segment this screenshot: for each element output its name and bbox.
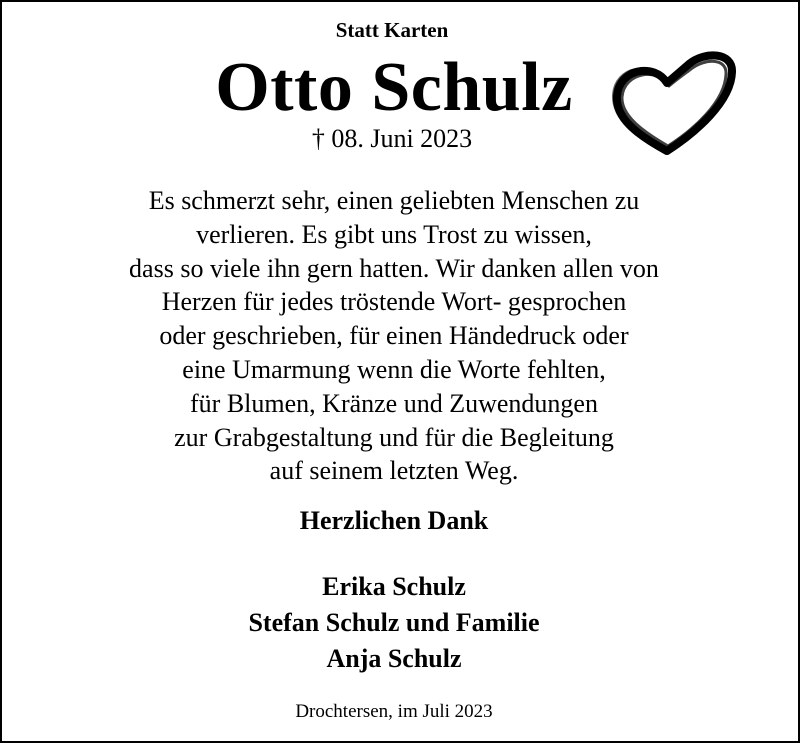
message-line: verlieren. Es gibt uns Trost zu wissen, <box>196 219 592 249</box>
message-line: auf seinem letzten Weg. <box>269 456 519 486</box>
signature-name: Anja Schulz <box>326 644 462 673</box>
place-date-footer: Drochtersen, im Juli 2023 <box>295 701 493 722</box>
message-line: Es schmerzt sehr, einen geliebten Menschen zu <box>148 186 640 215</box>
deceased-name: Otto Schulz <box>215 49 573 126</box>
message-line: oder geschrieben, für einen Händedruck oder <box>159 321 629 351</box>
message-body <box>0 184 792 488</box>
signatures <box>0 569 792 677</box>
heart-icon <box>607 50 739 158</box>
header-text: Statt Karten <box>335 18 449 42</box>
thanks-text: Herzlichen Dank <box>299 506 489 535</box>
signature-name: Erika Schulz <box>322 572 466 601</box>
message-line: eine Umarmung wenn die Worte fehlten, <box>182 354 606 384</box>
signature-name: Stefan Schulz und Familie <box>248 608 540 637</box>
death-date: † 08. Juni 2023 <box>311 124 473 153</box>
message-line: zur Grabgestaltung und für die Begleitung <box>174 422 614 452</box>
message-line: dass so viele ihn gern hatten. Wir danken allen von <box>129 253 659 283</box>
message-line: für Blumen, Kränze und Zuwendungen <box>190 388 598 418</box>
message-line: Herzen für jedes tröstende Wort- gesprochen <box>161 287 627 317</box>
